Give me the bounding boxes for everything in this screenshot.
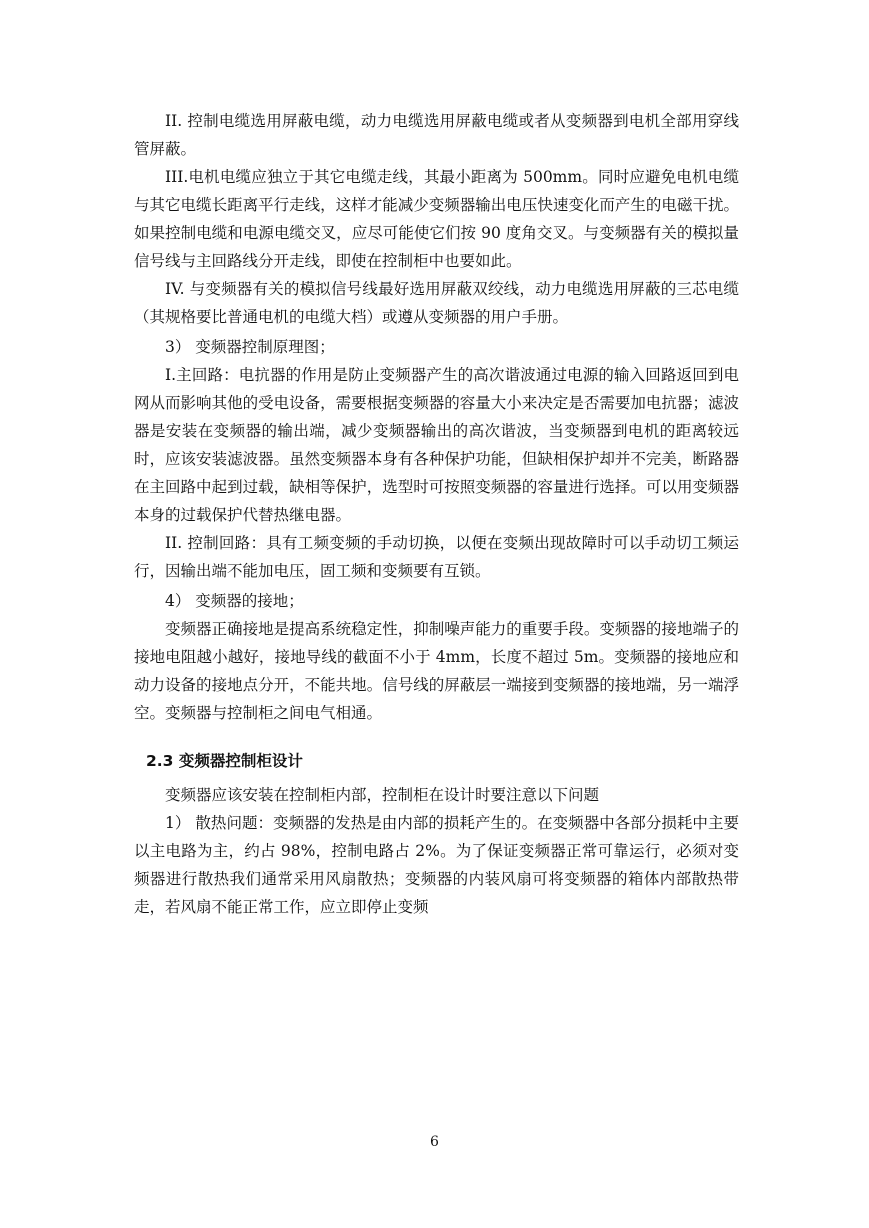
page-number: 6 (430, 1134, 439, 1150)
paragraph-cable-shielding: II. 控制电缆选用屏蔽电缆，动力电缆选用屏蔽电缆或者从变频器到电机全部用穿线管屏蔽。 (134, 112, 739, 158)
paragraph-main-circuit: I.主回路：电抗器的作用是防止变频器产生的高次谐波通过电源的输入回路返回到电网从而影响其他的受电设备，需要根据变频器的容量大小来决定是否需要加电抗器；滤波器是安装在变频器的输出端，减少变频器输出的高次谐波，当变频器到电机的距离较远时，应该安装滤波器。虽然变频器本身有各种保护功能，但缺相保护却并不完美，断路器在主回路中起到过载，缺相等保护，选型时可按照变频器的容量进行选择。可以用变频器本身的过载保护代替热继电器。 (134, 366, 739, 524)
paragraph-motor-cable-routing: III.电机电缆应独立于其它电缆走线，其最小距离为 500mm。同时应避免电机电缆与其它电缆长距离平行走线，这样才能减少变频器输出电压快速变化而产生的电磁干扰。如果控制电缆和电源电缆交叉，应尽可能使它们按 90 度角交叉。与变频器有关的模拟量信号线与主回路线分开走线，即使在控制柜中也要如此。 (134, 168, 739, 270)
document-body (134, 107, 739, 921)
list-heading-grounding: 4） 变频器的接地； (165, 592, 304, 610)
paragraph-control-circuit: II. 控制回路：具有工频变频的手动切换，以便在变频出现故障时可以手动切工频运行，因输出端不能加电压，固工频和变频要有互锁。 (134, 534, 739, 580)
list-heading-control-diagram: 3） 变频器控制原理图； (165, 338, 335, 356)
paragraph-analog-signal-lines: IV. 与变频器有关的模拟信号线最好选用屏蔽双绞线，动力电缆选用屏蔽的三芯电缆（其规格要比普通电机的电缆大档）或遵从变频器的用户手册。 (134, 280, 739, 326)
paragraph-heat-dissipation: 1） 散热问题：变频器的发热是由内部的损耗产生的。在变频器中各部分损耗中主要以主电路为主，约占 98%，控制电路占 2%。为了保证变频器正常可靠运行，必须对变频器进行散热我们通常采用风扇散热；变频器的内装风扇可将变频器的箱体内部散热带走，若风扇不能正常工作，应立即停止变频 (134, 814, 739, 916)
paragraph-grounding: 变频器正确接地是提高系统稳定性，抑制噪声能力的重要手段。变频器的接地端子的接地电阻越小越好，接地导线的截面不小于 4mm，长度不超过 5m。变频器的接地应和动力设备的接地点分开，不能共地。信号线的屏蔽层一端接到变频器的接地端，另一端浮空。变频器与控制柜之间电气相通。 (134, 620, 739, 722)
section-heading: 2.3 变频器控制柜设计 (146, 752, 303, 770)
paragraph-cabinet-intro: 变频器应该安装在控制柜内部，控制柜在设计时要注意以下问题 (165, 786, 600, 804)
